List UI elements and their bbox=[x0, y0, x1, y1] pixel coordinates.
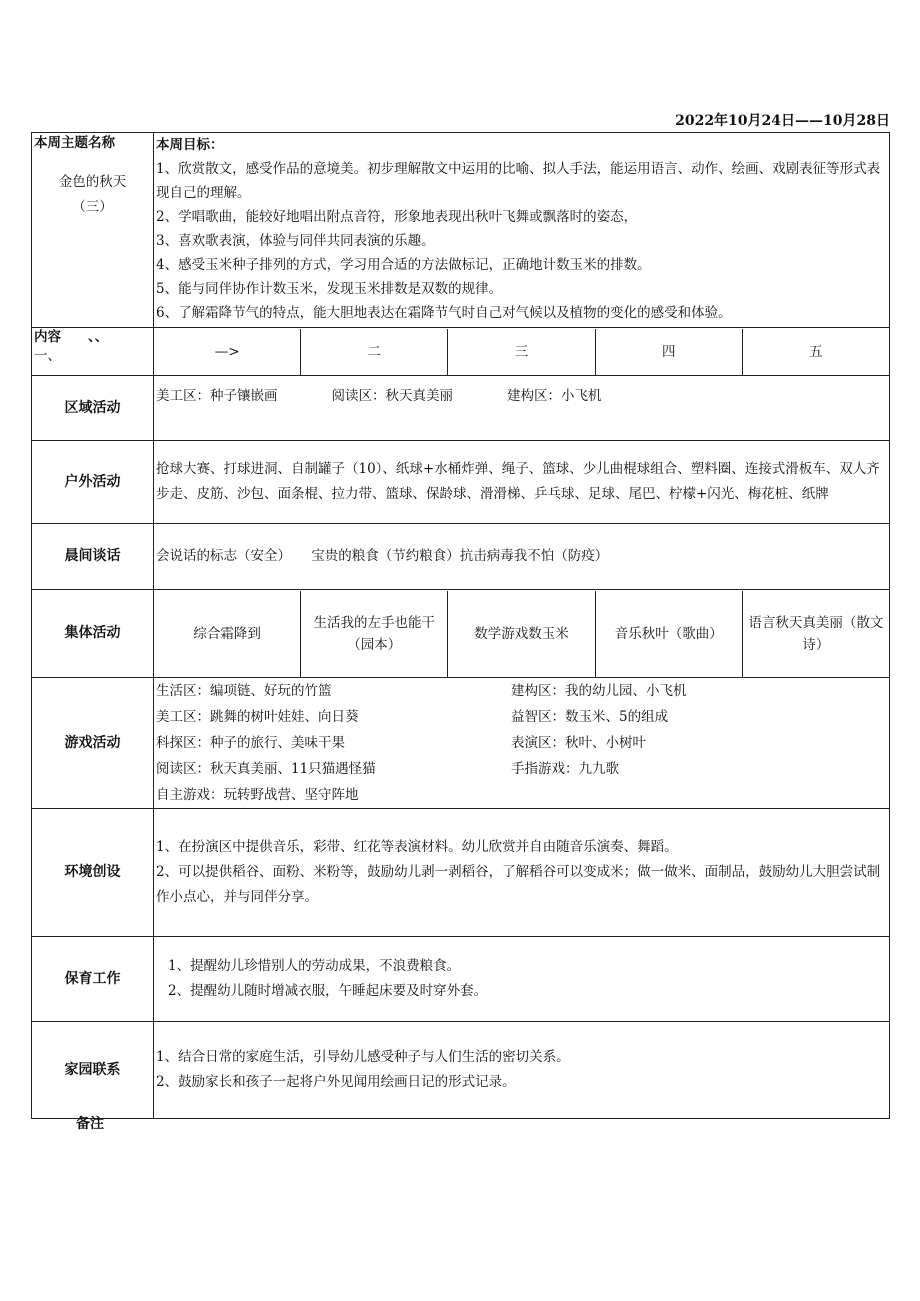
content-header bbox=[32, 328, 154, 376]
game-item: 生活区：编项链、好玩的竹篮 bbox=[156, 683, 332, 699]
game-item: 手指游戏：九九歌 bbox=[511, 761, 619, 777]
game-item: 表演区：秋叶、小树叶 bbox=[511, 735, 646, 751]
goal-item: 3、喜欢歌表演，体验与同伴共同表演的乐趣。 bbox=[156, 233, 435, 249]
goal-item: 2、学唱歌曲，能较好地唱出附点音符，形象地表现出秋叶飞舞或飘落时的姿态， bbox=[156, 209, 638, 225]
group-activity: 数学游戏数玉米 bbox=[447, 591, 594, 677]
goals-cell bbox=[154, 133, 890, 328]
home-item: 2、鼓励家长和孩子一起将户外见闻用绘画日记的形式记录。 bbox=[156, 1074, 516, 1090]
remark-label: 备注 bbox=[76, 1116, 104, 1132]
theme-cell bbox=[32, 133, 154, 328]
day-tuesday: 二 bbox=[300, 329, 447, 375]
group-row bbox=[32, 590, 890, 678]
area-label: 区域活动 bbox=[32, 376, 154, 441]
theme-label: 本周主题名称 bbox=[34, 135, 115, 151]
game-item bbox=[511, 782, 889, 808]
theme-name: 金色的秋天 bbox=[58, 174, 127, 190]
env-label: 环境创设 bbox=[32, 809, 154, 937]
area-row bbox=[32, 376, 890, 441]
game-item: 自主游戏：玩转野战营、坚守阵地 bbox=[156, 787, 359, 803]
goal-item: 1、欣赏散文，感受作品的意境美。初步理解散文中运用的比喻、拟人手法，能运用语言、动作、绘画、戏剧表征等形式表现自己的理解。 bbox=[156, 161, 881, 201]
area-text: 美工区：种子镶嵌画 阅读区：秋天真美丽 建构区：小飞机 bbox=[154, 376, 890, 441]
morning-label: 晨间谈话 bbox=[32, 524, 154, 590]
env-cell bbox=[154, 809, 890, 937]
morning-row bbox=[32, 524, 890, 590]
group-cells bbox=[154, 590, 890, 678]
care-cell bbox=[154, 937, 890, 1022]
outdoor-label: 户外活动 bbox=[32, 441, 154, 524]
weekly-plan-table bbox=[31, 132, 890, 1119]
group-activity: 生活我的左手也能干（园本） bbox=[300, 591, 447, 677]
day-friday: 五 bbox=[742, 329, 889, 375]
goals-title: 本周目标： bbox=[156, 137, 224, 153]
game-row bbox=[32, 678, 890, 809]
care-label: 保育工作 bbox=[32, 937, 154, 1022]
day-header bbox=[154, 328, 890, 376]
goal-item: 4、感受玉米种子排列的方式，学习用合适的方法做标记，正确地计数玉米的排数。 bbox=[156, 257, 651, 273]
outdoor-text: 抢球大赛、打球进洞、自制罐子（10）、纸球+水桶炸弹、绳子、篮球、少儿曲棍球组合、塑料圈、连接式滑板车、双人齐步走、皮筋、沙包、面条棍、拉力带、篮球、保龄球、滑滑梯、乒乓球、足球、尾巴、柠檬+闪光、梅花桩、纸牌 bbox=[154, 441, 890, 524]
group-activity: 音乐秋叶（歌曲） bbox=[595, 591, 742, 677]
home-item: 1、结合日常的家庭生活，引导幼儿感受种子与人们生活的密切关系。 bbox=[156, 1049, 570, 1065]
game-item: 阅读区：秋天真美丽、11只猫遇怪猫 bbox=[156, 761, 376, 777]
day-wednesday: 三 bbox=[447, 329, 594, 375]
group-label: 集体活动 bbox=[32, 590, 154, 678]
care-item: 1、提醒幼儿珍惜别人的劳动成果，不浪费粮食。 bbox=[168, 958, 461, 974]
home-cell bbox=[154, 1022, 890, 1119]
game-label: 游戏活动 bbox=[32, 678, 154, 809]
day-thursday: 四 bbox=[595, 329, 742, 375]
theme-name-part: （三） bbox=[72, 199, 113, 215]
group-activity: 综合霜降到 bbox=[193, 625, 261, 642]
env-row bbox=[32, 809, 890, 937]
care-item: 2、提醒幼儿随时增减衣服，午睡起床要及时穿外套。 bbox=[168, 983, 488, 999]
outdoor-row bbox=[32, 441, 890, 524]
game-item: 美工区：跳舞的树叶娃娃、向日葵 bbox=[156, 709, 359, 725]
group-activity: 语言秋天真美丽（散文诗） bbox=[742, 591, 889, 677]
date-range: 2022年10月24日——10月28日 bbox=[675, 113, 890, 129]
theme-row bbox=[32, 133, 890, 328]
goal-item: 5、能与同伴协作计数玉米，发现玉米排数是双数的规律。 bbox=[156, 281, 503, 297]
game-item: 建构区：我的幼儿园、小飞机 bbox=[511, 683, 687, 699]
header-row bbox=[32, 328, 890, 376]
home-row bbox=[32, 1022, 890, 1119]
content-label: 内容 、、 bbox=[34, 329, 109, 345]
morning-text: 会说话的标志（安全） 宝贵的粮食（节约粮食）抗击病毒我不怕（防疫） bbox=[154, 524, 890, 590]
env-item: 2、可以提供稻谷、面粉、米粉等，鼓励幼儿剥一剥稻谷，了解稻谷可以变成米；做一做米、面制品，鼓励幼儿大胆尝试制作小点心，并与同伴分享。 bbox=[156, 864, 881, 905]
game-cell bbox=[154, 678, 890, 809]
home-label: 家园联系 bbox=[32, 1022, 154, 1119]
game-item: 益智区：数玉米、5的组成 bbox=[511, 709, 669, 725]
goal-item: 6、了解霜降节气的特点，能大胆地表达在霜降节气时自己对气候以及植物的变化的感受和体验。 bbox=[156, 305, 732, 321]
env-item: 1、在扮演区中提供音乐，彩带、红花等表演材料。幼儿欣赏并自由随音乐演奏、舞蹈。 bbox=[156, 839, 678, 855]
game-item: 科探区：种子的旅行、美味干果 bbox=[156, 735, 345, 751]
day-monday: —> bbox=[214, 343, 240, 360]
content-label-sub: 一、 bbox=[34, 348, 61, 364]
care-row bbox=[32, 937, 890, 1022]
